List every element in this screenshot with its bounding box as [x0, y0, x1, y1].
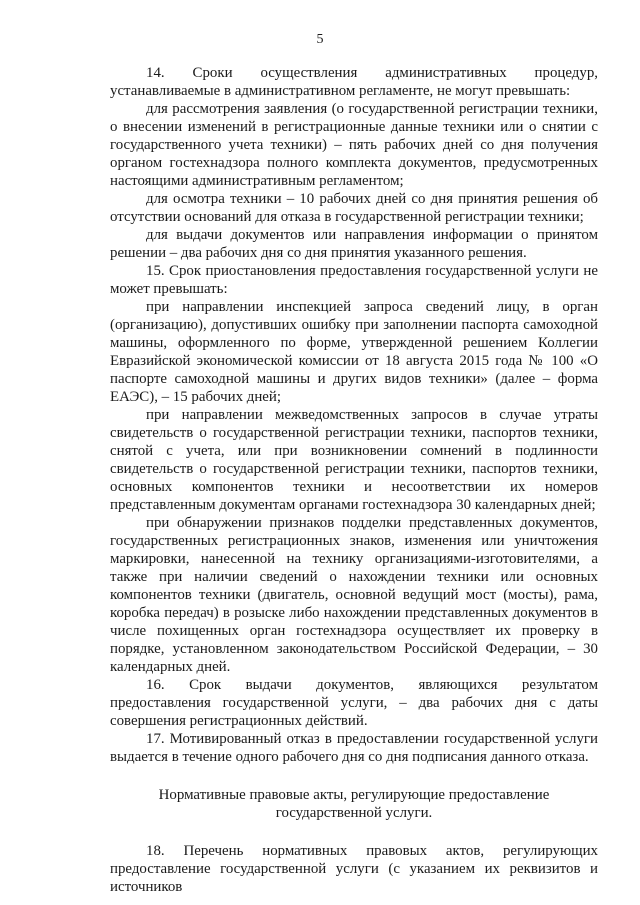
- paragraph-17: 17. Мотивированный отказ в предоставлении государственной услуги выдается в течение одного рабочего дня со дня подписания данного отказа.: [110, 731, 598, 765]
- paragraph-14-item-issuance: для выдачи документов или направления информации о принятом решении – два рабочих дня со дня принятия указанного решения.: [110, 227, 598, 261]
- page-number: 5: [316, 32, 324, 47]
- section-heading: Нормативные правовые акты, регулирующие предоставление государственной услуги.: [158, 787, 550, 821]
- paragraph-18: 18. Перечень нормативных правовых актов, регулирующих предоставление государственной услуги (с указанием их реквизитов и источников: [110, 843, 598, 895]
- paragraph-14-item-application: для рассмотрения заявления (о государственной регистрации техники, о внесении изменений в регистрационные данные техники или о снятии с государственного учета техники) – пять рабочих дней со дня получения органом гостехнадзора полного комплекта документов, предусмотренных настоящими административным регламентом;: [110, 101, 598, 189]
- paragraph-14-item-inspection: для осмотра техники – 10 рабочих дней со дня принятия решения об отсутствии оснований для отказа в государственной регистрации техники;: [110, 191, 598, 225]
- paragraph-15-item-inquiry: при направлении инспекцией запроса сведений лицу, в орган (организацию), допустивших ошибку при заполнении паспорта самоходной машины, оформленного по форме, утвержденной решением Коллегии Евразийской экономической комиссии от 18 августа 2015 года № 100 «О паспорте самоходной машины и других видов техники» (далее – форма ЕАЭС), – 15 рабочих дней;: [110, 299, 598, 405]
- paragraph-14: 14. Сроки осуществления административных процедур, устанавливаемые в административном регламенте, не могут превышать:: [110, 65, 598, 99]
- paragraph-16: 16. Срок выдачи документов, являющихся результатом предоставления государственной услуги, – два рабочих дня с даты совершения регистрационных действий.: [110, 677, 598, 729]
- document-body: [110, 64, 598, 896]
- paragraph-15-item-interagency: при направлении межведомственных запросов в случае утраты свидетельств о государственной регистрации техники, паспортов техники, снятой с учета, или при возникновении сомнений в подлинности свидетельств о государственной регистрации техники, паспортов техники, основных компонентов техники и несоответствии их номеров представленным документам органами гостехнадзора 30 календарных дней;: [110, 407, 598, 513]
- paragraph-15: 15. Срок приостановления предоставления государственной услуги не может превышать:: [110, 263, 598, 297]
- paragraph-15-item-forgery: при обнаружении признаков подделки представленных документов, государственных регистрационных знаков, изменения или уничтожения маркировки, нанесенной на технику организациями-изготовителями, а также при наличии сведений о нахождении техники или основных компонентов техники (двигатель, основной ведущий мост (мосты), рама, коробка передач) в розыске либо нахождении представленных документов в числе похищенных орган гостехнадзора осуществляет их проверку в порядке, установленном законодательством Российской Федерации, – 30 календарных дней.: [110, 515, 598, 675]
